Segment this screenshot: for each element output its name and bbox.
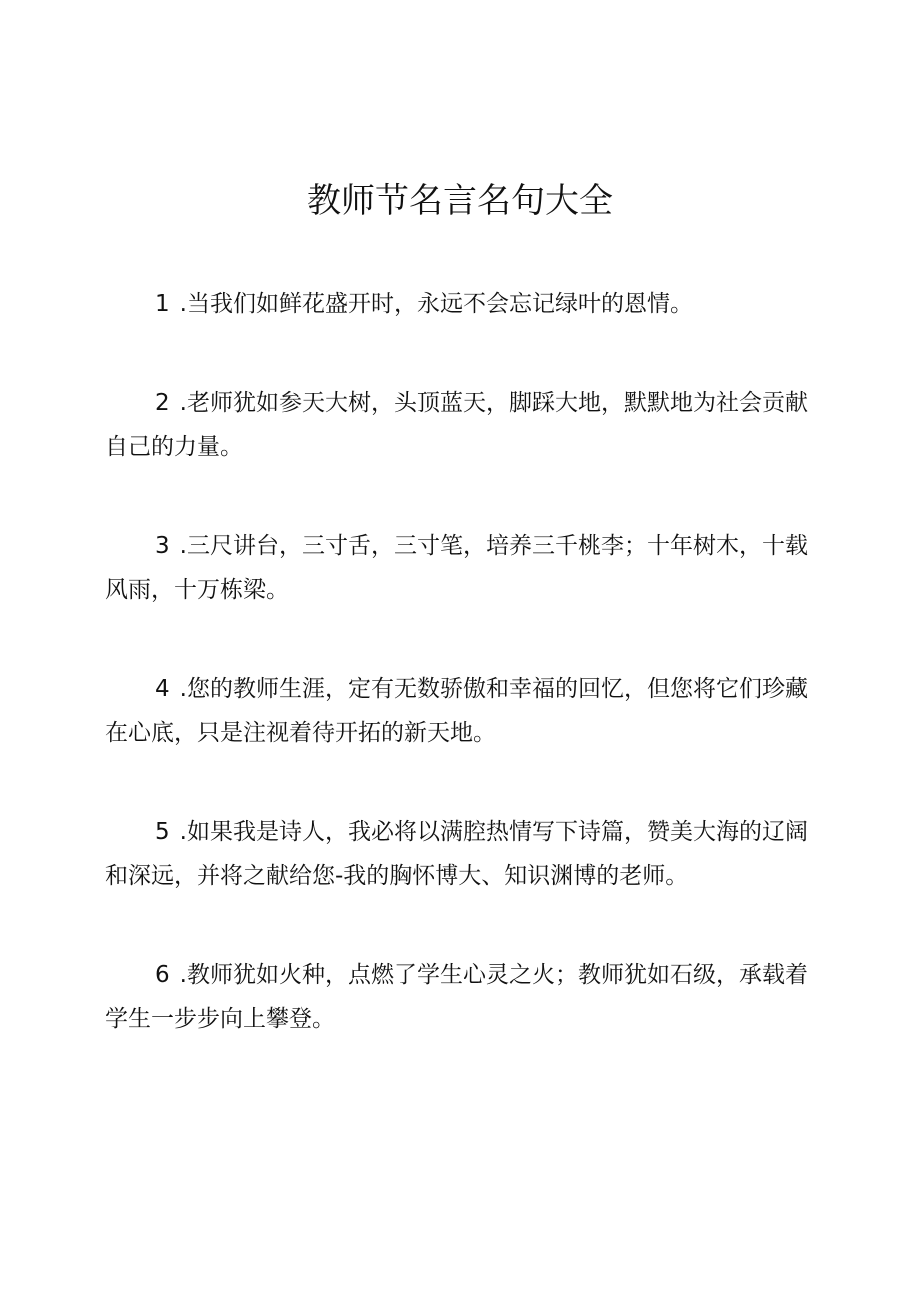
quote-item (105, 282, 815, 326)
quote-number: 2 (155, 390, 170, 416)
quote-text: .当我们如鲜花盛开时，永远不会忘记绿叶的恩情。 (179, 291, 693, 317)
quote-item (105, 810, 815, 898)
quote-number: 6 (155, 962, 170, 988)
quote-item (105, 667, 815, 755)
quote-item (105, 524, 815, 612)
quote-text: .教师犹如火种，点燃了学生心灵之火；教师犹如石级，承载着学生一步步向上攀登。 (105, 962, 808, 1032)
quote-text: .老师犹如参天大树，头顶蓝天，脚踩大地，默默地为社会贡献自己的力量。 (105, 390, 808, 460)
quote-item (105, 953, 815, 1041)
quote-item (105, 381, 815, 469)
quote-text: .如果我是诗人，我必将以满腔热情写下诗篇，赞美大海的辽阔和深远，并将之献给您-我的胸怀博大、知识渊博的老师。 (105, 819, 808, 889)
quote-list (105, 282, 815, 1096)
quote-number: 4 (155, 676, 170, 702)
quote-number: 5 (155, 819, 170, 845)
quote-number: 3 (155, 533, 170, 559)
quote-number: 1 (155, 291, 170, 317)
document-title: 教师节名言名句大全 (307, 181, 613, 221)
quote-text: .您的教师生涯，定有无数骄傲和幸福的回忆，但您将它们珍藏在心底，只是注视着待开拓的新天地。 (105, 676, 808, 746)
quote-text: .三尺讲台，三寸舌，三寸笔，培养三千桃李；十年树木，十载风雨，十万栋梁。 (105, 533, 808, 603)
